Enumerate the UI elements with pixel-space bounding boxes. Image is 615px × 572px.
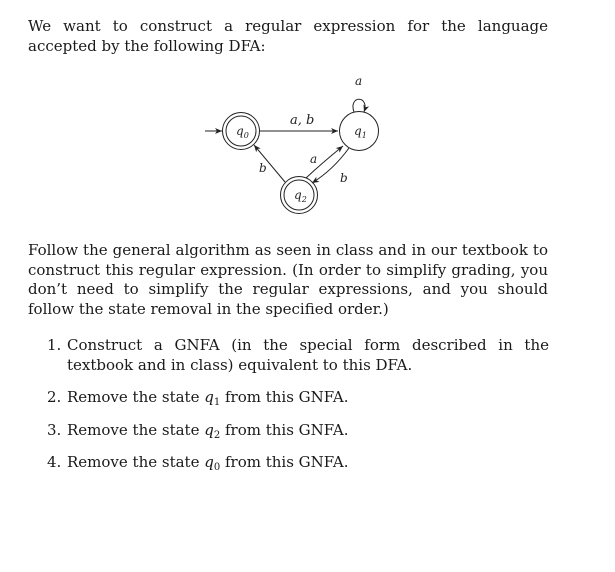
edge-q1-loop xyxy=(353,99,365,112)
step-state-sub: 0 xyxy=(213,462,221,473)
step-number: 2. xyxy=(47,388,62,406)
step-number: 4. xyxy=(47,453,62,471)
state-q2-label: q xyxy=(294,188,302,202)
state-q1-sub: 1 xyxy=(361,131,367,140)
step-text xyxy=(47,388,549,408)
edge-q2-q0-label: b xyxy=(259,161,267,175)
dfa-diagram xyxy=(0,0,615,240)
step-number: 3. xyxy=(47,421,62,439)
edge-q2-q1-label: a xyxy=(310,152,318,166)
step-item xyxy=(47,388,549,408)
step-item xyxy=(47,453,549,473)
step-text xyxy=(47,453,549,473)
step-number: 1. xyxy=(47,336,62,354)
step-text-post: from this GNFA. xyxy=(220,453,349,471)
step-state: q xyxy=(204,388,214,406)
edge-q1-loop-label: a xyxy=(355,74,363,88)
step-text xyxy=(47,421,549,441)
step-text-pre: Remove the state xyxy=(67,421,205,439)
step-text-post: from this GNFA. xyxy=(220,388,349,406)
step-text-pre: Remove the state xyxy=(67,388,205,406)
state-q0 xyxy=(223,113,260,150)
state-q2-sub: 2 xyxy=(301,195,307,204)
state-q1 xyxy=(340,112,379,151)
instructions-paragraph: Follow the general algorithm as seen in class and in our textbook to construct this regular expression. (In order to simplify grading, you don’t need to simplify the regular expressions, and you should follow the state removal in the specified order.) xyxy=(28,241,548,318)
step-text-pre: Remove the state xyxy=(67,453,205,471)
state-q1-label: q xyxy=(354,124,362,138)
step-item xyxy=(47,421,549,441)
step-text: Construct a GNFA (in the special form described in the textbook and in class) equivalent to this DFA. xyxy=(67,336,549,374)
state-q2 xyxy=(281,177,318,214)
step-item xyxy=(47,336,549,375)
svg-text:q1 xyxy=(354,124,367,140)
state-q0-label: q xyxy=(236,124,244,138)
step-state-sub: 1 xyxy=(213,397,221,408)
intro-paragraph: We want to construct a regular expression for the language accepted by the following DFA: xyxy=(28,17,548,55)
step-state: q xyxy=(204,421,214,439)
step-state: q xyxy=(204,453,214,471)
step-text-post: from this GNFA. xyxy=(220,421,349,439)
edge-q1-q2-label: b xyxy=(340,171,348,185)
svg-text:q2 xyxy=(294,188,307,204)
edge-q0-q1-label: a, b xyxy=(290,113,315,128)
step-state-sub: 2 xyxy=(213,430,221,441)
state-q0-sub: 0 xyxy=(243,131,249,140)
svg-text:q0 xyxy=(236,124,249,140)
